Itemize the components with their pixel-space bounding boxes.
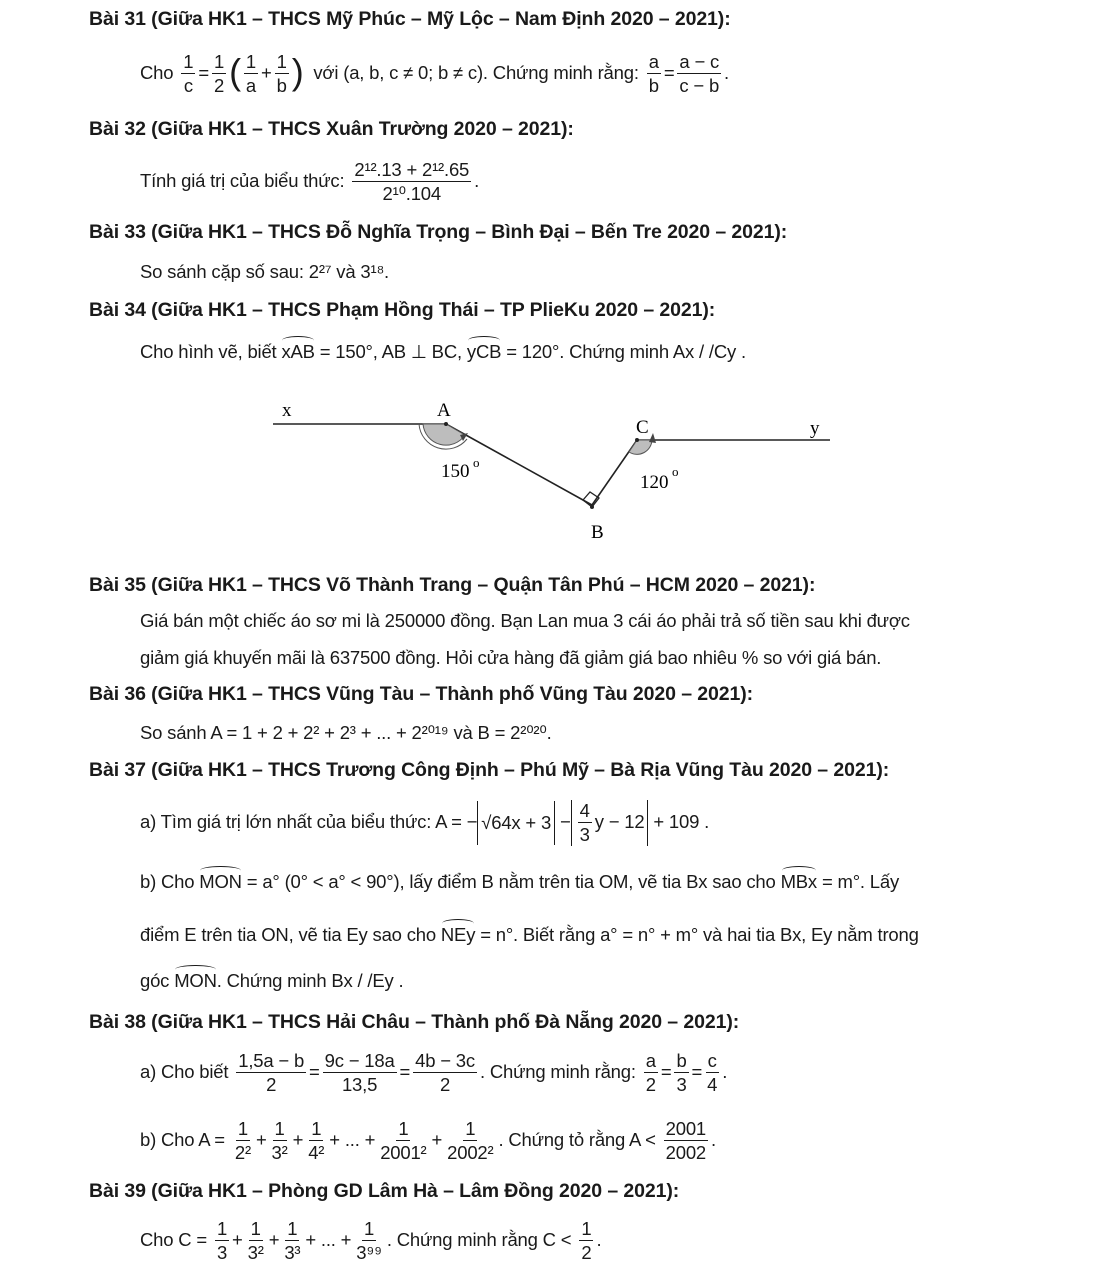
number-left: 2²⁷ (308, 261, 332, 282)
label-x: x (282, 400, 292, 421)
problem-39-body: Cho C = $\frac{1}{3}$ + $\frac{1}{\text{3²}}$ + $\frac{1}{\text{3³}}$ + ... + $\frac{1}{\text{3⁹⁹}}$ . Chứng minh rằng C < $\frac{1}{2}$ . (140, 1217, 602, 1264)
problem-37-part-a (140, 800, 709, 844)
fraction-1-over-b: $\frac{1}{b}$ (276, 51, 287, 97)
minus: − (560, 811, 571, 832)
term: $\frac{1}{\text{2002²}}$ (447, 1117, 494, 1164)
goal: Ax / /Cy . (672, 341, 746, 362)
term: $\frac{1}{\text{3²}}$ (271, 1117, 288, 1164)
text: = m°. Lấy (821, 871, 899, 892)
value: = 120° (506, 341, 560, 362)
point-c (635, 438, 639, 442)
angle-arc-a (423, 424, 465, 445)
fraction-2001-2002: $\frac{2001}{2002}$ (665, 1117, 706, 1164)
label-angle-c: 120 (640, 472, 669, 493)
term: $\frac{1}{\text{3²}}$ (247, 1217, 264, 1264)
angle-mon: MON (199, 871, 242, 892)
degree-symbol: o (473, 455, 480, 470)
text: . Chứng minh rằng C < (386, 1229, 572, 1250)
problem-38-heading: Bài 38 (Giữa HK1 – THCS Hải Châu – Thành phố Đà Nẵng 2020 – 2021): (89, 1011, 740, 1033)
text: Cho (140, 62, 174, 84)
fraction-c-4: $\frac{c}{4}$ (707, 1049, 718, 1096)
fraction-1-over-c: $\frac{1}{c}$ (183, 51, 194, 97)
absolute-value-1: √64x + 3 (477, 801, 555, 845)
tail: + 109 . (653, 811, 710, 832)
problem-32-body: Tính giá trị của biểu thức: $\frac{\text{2¹².13 + 2¹².65}}{\text{2¹⁰.104}}$ . (140, 158, 480, 205)
angle-mbx: MBx (780, 871, 817, 892)
fraction-1: $\frac{1,5a - b}{2}$ (238, 1049, 305, 1096)
ellipsis: + ... + (329, 1129, 376, 1150)
number-right: 3¹⁸ (360, 261, 385, 282)
text: và (453, 722, 473, 743)
fraction-1-2: $\frac{1}{2}$ (581, 1217, 592, 1264)
fraction-a-over-b: $\frac{a}{b}$ (648, 51, 659, 97)
text: với (313, 62, 339, 84)
text: = n°. Biết rằng a° = n° + m° và hai tia Bx, Ey nằm trong (480, 924, 919, 945)
text: b) Cho (140, 871, 195, 892)
angle-xab: xAB (281, 341, 315, 362)
label-c: C (636, 417, 649, 438)
expression-b: B = 2²⁰²⁰. (477, 722, 552, 743)
problem-31-heading: Bài 31 (Giữa HK1 – THCS Mỹ Phúc – Mỹ Lộc – Nam Định 2020 – 2021): (89, 8, 731, 30)
angle-mon: MON (174, 970, 217, 991)
term: $\frac{1}{\text{3⁹⁹}}$ (356, 1217, 382, 1264)
degree-symbol: o (672, 464, 679, 479)
label-y: y (810, 418, 820, 439)
lhs: A = − (435, 811, 478, 832)
label-a: A (437, 400, 451, 421)
expression-a: A = 1 + 2 + 2² + 2³ + ... + 2²⁰¹⁹ (210, 722, 449, 743)
text: Cho hình vẽ, biết (140, 341, 277, 362)
problem-35-heading: Bài 35 (Giữa HK1 – THCS Võ Thành Trang – Quận Tân Phú – HCM 2020 – 2021): (89, 574, 816, 596)
perpendicular: AB ⊥ BC, (381, 341, 462, 362)
value: = 150°, (319, 341, 378, 362)
fraction-2: $\frac{9c - 18a}{13,5}$ (324, 1049, 395, 1096)
angle-ney: NEy (440, 924, 476, 945)
problem-38-part-a: a) Cho biết $\frac{1,5a - b}{2}$ = $\frac{9c - 18a}{13,5}$ = $\frac{4b - 3c}{2}$ . Chứng minh rằng: $\frac{a}{2}$ = $\frac{b}{3}$ = $\frac{c}{4}$ . (140, 1049, 728, 1096)
term: $\frac{1}{\text{3³}}$ (284, 1217, 301, 1264)
term: $\frac{1}{\text{2²}}$ (234, 1117, 251, 1164)
problem-37-heading: Bài 37 (Giữa HK1 – THCS Trương Công Định – Phú Mỹ – Bà Rịa Vũng Tàu 2020 – 2021): (89, 759, 890, 781)
text: . Chứng minh Bx / /Ey . (216, 970, 404, 991)
problem-37-part-b-line-3 (140, 969, 403, 993)
problem-37-part-b-line-2 (140, 923, 919, 947)
arrow-icon (649, 433, 656, 443)
text: , lấy điểm B nằm trên tia OM, vẽ tia Bx sao cho (399, 871, 776, 892)
text: . Chứng minh rằng: (482, 62, 639, 84)
geometry-figure (260, 390, 860, 550)
point-b (590, 505, 594, 509)
problem-36-heading: Bài 36 (Giữa HK1 – THCS Vũng Tàu – Thành phố Vũng Tàu 2020 – 2021): (89, 683, 754, 705)
problem-35-line-1: Giá bán một chiếc áo sơ mi là 250000 đồng. Bạn Lan mua 3 cái áo phải trả số tiền sau khi được (140, 610, 910, 631)
problem-39-heading: Bài 39 (Giữa HK1 – Phòng GD Lâm Hà – Lâm Đồng 2020 – 2021): (89, 1180, 680, 1202)
fraction-1-over-a: $\frac{1}{a}$ (245, 51, 256, 97)
text: So sánh (140, 722, 207, 743)
fraction-a-2: $\frac{a}{2}$ (645, 1049, 656, 1096)
text: = a° (246, 871, 280, 892)
ellipsis: + ... + (305, 1229, 352, 1250)
text: . Chứng minh rằng: (479, 1061, 636, 1082)
text: b) Cho A = (140, 1129, 225, 1150)
label-angle-a: 150 (441, 461, 470, 482)
label-b: B (591, 522, 604, 543)
text: So sánh cặp số sau: (140, 261, 304, 282)
problem-32-heading: Bài 32 (Giữa HK1 – THCS Xuân Trường 2020 – 2021): (89, 118, 574, 140)
problem-36-body (140, 721, 552, 745)
problem-37-part-b-line-1 (140, 870, 899, 894)
angle-ycb: yCB (466, 341, 502, 362)
problem-33-body: So sánh cặp số sau: 2²⁷ và 3¹⁸. (140, 261, 389, 282)
text: Cho C = (140, 1229, 207, 1250)
fraction-1-over-2: $\frac{1}{2}$ (214, 51, 225, 97)
problem-34-heading: Bài 34 (Giữa HK1 – THCS Phạm Hồng Thái – TP PlieKu 2020 – 2021): (89, 299, 716, 321)
expression-fraction: $\frac{\text{2¹².13 + 2¹².65}}{\text{2¹⁰.104}}$ (354, 158, 470, 205)
term: $\frac{1}{\text{4²}}$ (308, 1117, 325, 1164)
term: $\frac{1}{\text{2001²}}$ (380, 1117, 427, 1164)
term: $\frac{1}{3}$ (216, 1217, 228, 1264)
problem-35-line-2: giảm giá khuyến mãi là 637500 đồng. Hỏi cửa hàng đã giảm giá bao nhiêu % so với giá bán. (140, 647, 882, 668)
problem-31-body: Cho $\frac{1}{c}$ = $\frac{1}{2}$ ( $\frac{1}{a}$ + $\frac{1}{b}$ ) với (a, b, c ≠ 0; b ≠ c). Chứng minh rằng: $\frac{a}{b}$ = $\frac{a - c}{c - b}$ . (140, 51, 729, 97)
text: a) Cho biết (140, 1061, 229, 1082)
text: . Chứng minh (559, 341, 669, 362)
text: góc (140, 970, 170, 991)
problem-33-heading: Bài 33 (Giữa HK1 – THCS Đỗ Nghĩa Trọng – Bình Đại – Bến Tre 2020 – 2021): (89, 221, 788, 243)
text: Tính giá trị của biểu thức: (140, 170, 345, 191)
fraction-3: $\frac{4b - 3c}{2}$ (415, 1049, 475, 1096)
text: và (336, 261, 356, 282)
fraction-amc-over-cmb: $\frac{a - c}{c - b}$ (679, 51, 720, 97)
problem-38-part-b: b) Cho A = $\frac{1}{\text{2²}}$ + $\frac{1}{\text{3²}}$ + $\frac{1}{\text{4²}}$ + ... + $\frac{1}{\text{2001²}}$ + $\frac{1}{\text{2002²}}$ . Chứng tỏ rằng A < $\frac{2001}{2002}$ . (140, 1117, 716, 1164)
problem-34-body (140, 340, 746, 364)
point-a (444, 422, 448, 426)
text: a) Tìm giá trị lớn nhất của biểu thức: (140, 811, 432, 832)
text: điểm E trên tia ON, vẽ tia Ey sao cho (140, 924, 436, 945)
condition: (a, b, c ≠ 0; b ≠ c) (343, 62, 483, 84)
absolute-value-2: $\frac{4}{3}$ y − 12 (571, 800, 649, 845)
angle-arc-c (629, 440, 652, 454)
condition: (0° < a° < 90°) (284, 871, 400, 892)
fraction-b-3: $\frac{b}{3}$ (676, 1049, 687, 1096)
text: . Chứng tỏ rằng A < (498, 1129, 656, 1150)
